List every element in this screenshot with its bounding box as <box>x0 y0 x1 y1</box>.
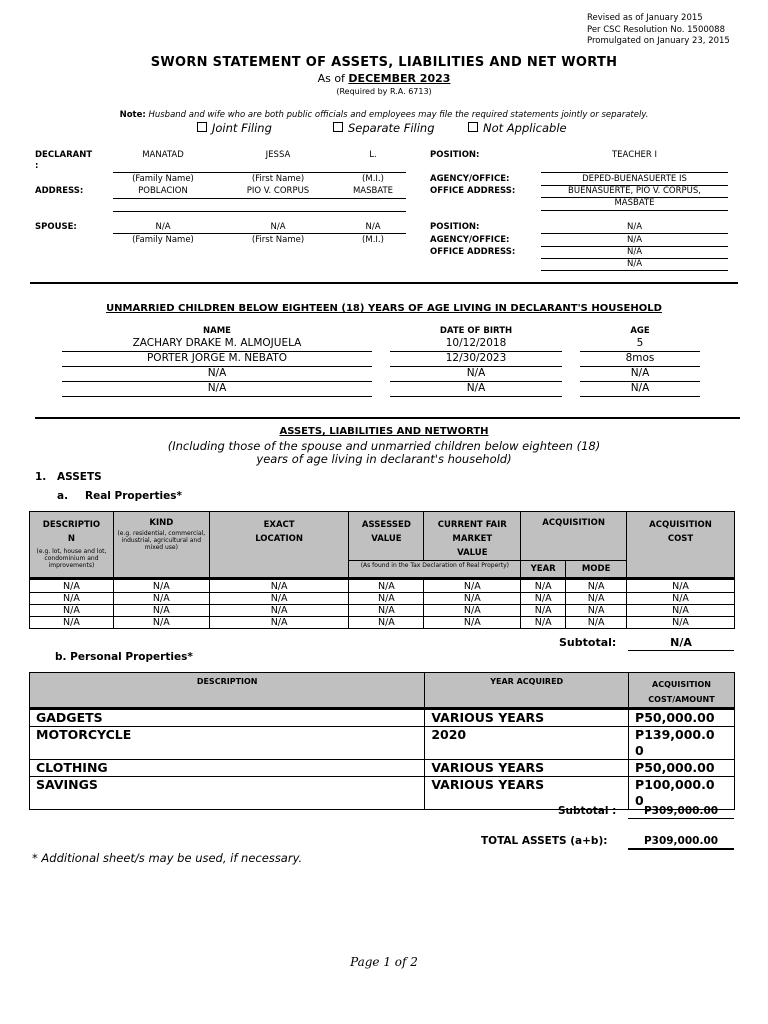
assets-number: 1. <box>35 471 47 483</box>
revision-notes <box>587 13 730 48</box>
child-dob: N/A <box>466 367 486 379</box>
note-text: Husband and wife who are both public officials and employees may file the required statements jointly or separately. <box>148 110 649 120</box>
child-age: N/A <box>630 367 650 379</box>
col-description: DESCRIPTIO N (e.g. lot, house and lot, condominium and improvements) <box>30 512 114 579</box>
table-row: MOTORCYCLE 2020 P139,000.0 0 <box>30 727 735 760</box>
spouse-office-address-1: N/A <box>626 247 643 257</box>
joint-filing-option[interactable]: Joint Filing <box>197 121 272 135</box>
csc-resolution: Per CSC Resolution No. 1500088 <box>587 24 726 35</box>
divider <box>113 233 406 234</box>
divider <box>113 172 406 173</box>
personal-subtotal-label: Subtotal : <box>558 805 617 817</box>
checkbox-icon[interactable] <box>333 122 343 132</box>
divider <box>390 396 562 397</box>
children-col-name: NAME <box>203 326 231 336</box>
declarant-position: TEACHER I <box>611 150 658 160</box>
col-acquisition-cost: ACQUISITION COST <box>627 512 735 579</box>
col-mode: MODE <box>566 561 627 579</box>
table-row: N/A N/A N/A N/A N/A N/A N/A N/A <box>30 593 735 605</box>
col-location: EXACT LOCATION <box>209 512 349 579</box>
additional-sheet-note: * Additional sheet/s may be used, if necessary. <box>32 851 303 865</box>
child-name: N/A <box>207 382 227 394</box>
address-line-3: MASBATE <box>352 186 394 196</box>
assets-subheading-2: years of age living in declarant's household) <box>256 452 512 466</box>
page-number: Page 1 of 2 <box>350 955 418 969</box>
child-name: PORTER JORGE M. NEBATO <box>146 352 288 364</box>
not-applicable-option[interactable]: Not Applicable <box>468 121 567 135</box>
position-label: POSITION: <box>430 150 480 160</box>
spouse-family-caption: (Family Name) <box>132 235 194 245</box>
spouse-first-caption: (First Name) <box>251 235 305 245</box>
child-age: 8mos <box>625 352 655 364</box>
spouse-office-address-label: OFFICE ADDRESS: <box>430 247 516 257</box>
col-kind: KIND (e.g. residential, commercial, industrial, agricultural and mixed use) <box>113 512 209 579</box>
child-dob: N/A <box>466 382 486 394</box>
spouse-first-name: N/A <box>270 222 286 232</box>
real-subtotal-value: N/A <box>670 636 692 649</box>
total-assets-label: TOTAL ASSETS (a+b): <box>481 835 608 847</box>
real-properties-label: Real Properties* <box>85 490 182 502</box>
child-dob: 10/12/2018 <box>445 337 507 349</box>
divider <box>580 396 700 397</box>
spouse-mi-caption: (M.I.) <box>362 235 384 245</box>
divider <box>541 270 728 271</box>
revised-date: Revised as of January 2015 <box>587 13 703 23</box>
promulgated-date: Promulgated on January 23, 2015 <box>587 36 730 46</box>
spouse-position: N/A <box>626 222 643 232</box>
office-address-line-2: MASBATE <box>614 198 655 208</box>
real-properties-table <box>29 511 735 629</box>
declarant-label-colon: : <box>35 161 39 171</box>
table-row: SAVINGS VARIOUS YEARS P100,000.0 0 <box>30 777 735 810</box>
assets-subheading-1: (Including those of the spouse and unmarried children below eighteen (18) <box>167 439 601 453</box>
family-name-caption: (Family Name) <box>132 174 194 184</box>
divider <box>113 211 406 212</box>
children-col-dob: DATE OF BIRTH <box>439 326 513 336</box>
real-subtotal-label: Subtotal: <box>559 636 617 649</box>
declarant-first-name: JESSA <box>265 150 291 160</box>
spouse-agency: N/A <box>626 235 643 245</box>
divider <box>62 396 372 397</box>
divider <box>628 818 734 819</box>
checkbox-icon[interactable] <box>468 122 478 132</box>
declarant-mi: L. <box>369 150 377 160</box>
document-title: SWORN STATEMENT OF ASSETS, LIABILITIES AND NET WORTH <box>150 55 618 70</box>
spouse-mi: N/A <box>365 222 381 232</box>
spouse-label: SPOUSE: <box>35 222 77 232</box>
checkbox-icon[interactable] <box>197 122 207 132</box>
total-assets-value: P309,000.00 <box>643 835 719 847</box>
as-of-line <box>0 72 768 85</box>
children-col-age: AGE <box>630 326 650 336</box>
personal-subtotal-value: P309,000.00 <box>643 805 719 817</box>
tax-declaration-note: (As found in the Tax Declaration of Real Property) <box>349 561 521 579</box>
child-dob: 12/30/2023 <box>445 352 507 364</box>
table-row: N/A N/A N/A N/A N/A N/A N/A N/A <box>30 605 735 617</box>
required-by: (Required by R.A. 6713) <box>336 87 432 96</box>
office-address-line-1: BUENASUERTE, PIO V. CORPUS, <box>568 186 701 196</box>
divider <box>113 198 406 199</box>
first-name-caption: (First Name) <box>251 174 305 184</box>
col-fair-market-value: CURRENT FAIR MARKET VALUE <box>424 512 521 561</box>
personal-properties-label: b. Personal Properties* <box>55 651 193 663</box>
table-row: GADGETS VARIOUS YEARS P50,000.00 <box>30 709 735 727</box>
agency-label: AGENCY/OFFICE: <box>430 174 510 184</box>
divider <box>541 233 728 234</box>
address-line-1: POBLACION <box>138 186 188 196</box>
separate-filing-option[interactable]: Separate Filing <box>333 121 435 135</box>
note-label: Note: <box>119 110 146 120</box>
declarant-agency: DEPED-BUENASUERTE IS <box>582 174 687 184</box>
col-acquisition: ACQUISITION <box>521 512 627 561</box>
col-pp-description: DESCRIPTION <box>30 673 425 709</box>
col-pp-cost: ACQUISITION COST/AMOUNT <box>629 673 735 709</box>
note-line <box>0 110 768 120</box>
section-divider <box>35 417 740 419</box>
table-row: CLOTHING VARIOUS YEARS P50,000.00 <box>30 760 735 777</box>
divider <box>541 210 728 211</box>
divider <box>628 848 734 850</box>
as-of-prefix: As of <box>317 72 345 85</box>
as-of-date: DECEMBER 2023 <box>348 72 451 85</box>
children-heading: UNMARRIED CHILDREN BELOW EIGHTEEN (18) YEARS OF AGE LIVING IN DECLARANT'S HOUSEHOLD <box>106 303 662 314</box>
personal-properties-table <box>29 672 735 810</box>
spouse-position-label: POSITION: <box>430 222 480 232</box>
mi-caption: (M.I.) <box>362 174 384 184</box>
real-properties-letter: a. <box>57 490 69 502</box>
spouse-agency-label: AGENCY/OFFICE: <box>430 235 510 245</box>
divider <box>541 172 728 173</box>
child-name: ZACHARY DRAKE M. ALMOJUELA <box>132 337 302 349</box>
table-row: N/A N/A N/A N/A N/A N/A N/A N/A <box>30 617 735 629</box>
section-divider <box>30 282 738 284</box>
col-pp-year: YEAR ACQUIRED <box>425 673 629 709</box>
col-assessed-value: ASSESSED VALUE <box>349 512 424 561</box>
declarant-label: DECLARANT <box>35 150 93 160</box>
table-row: N/A N/A N/A N/A N/A N/A N/A N/A <box>30 579 735 593</box>
office-address-label: OFFICE ADDRESS: <box>430 186 516 196</box>
child-name: N/A <box>207 367 227 379</box>
assets-label: ASSETS <box>57 471 102 483</box>
col-year: YEAR <box>521 561 566 579</box>
address-label: ADDRESS: <box>35 186 84 196</box>
child-age: N/A <box>630 382 650 394</box>
assets-heading: ASSETS, LIABILITIES AND NETWORTH <box>279 426 489 437</box>
divider <box>628 650 734 651</box>
declarant-family-name: MANATAD <box>142 150 184 160</box>
spouse-family-name: N/A <box>155 222 171 232</box>
spouse-office-address-2: N/A <box>626 259 643 269</box>
child-age: 5 <box>636 337 644 349</box>
address-line-2: PIO V. CORPUS <box>246 186 310 196</box>
